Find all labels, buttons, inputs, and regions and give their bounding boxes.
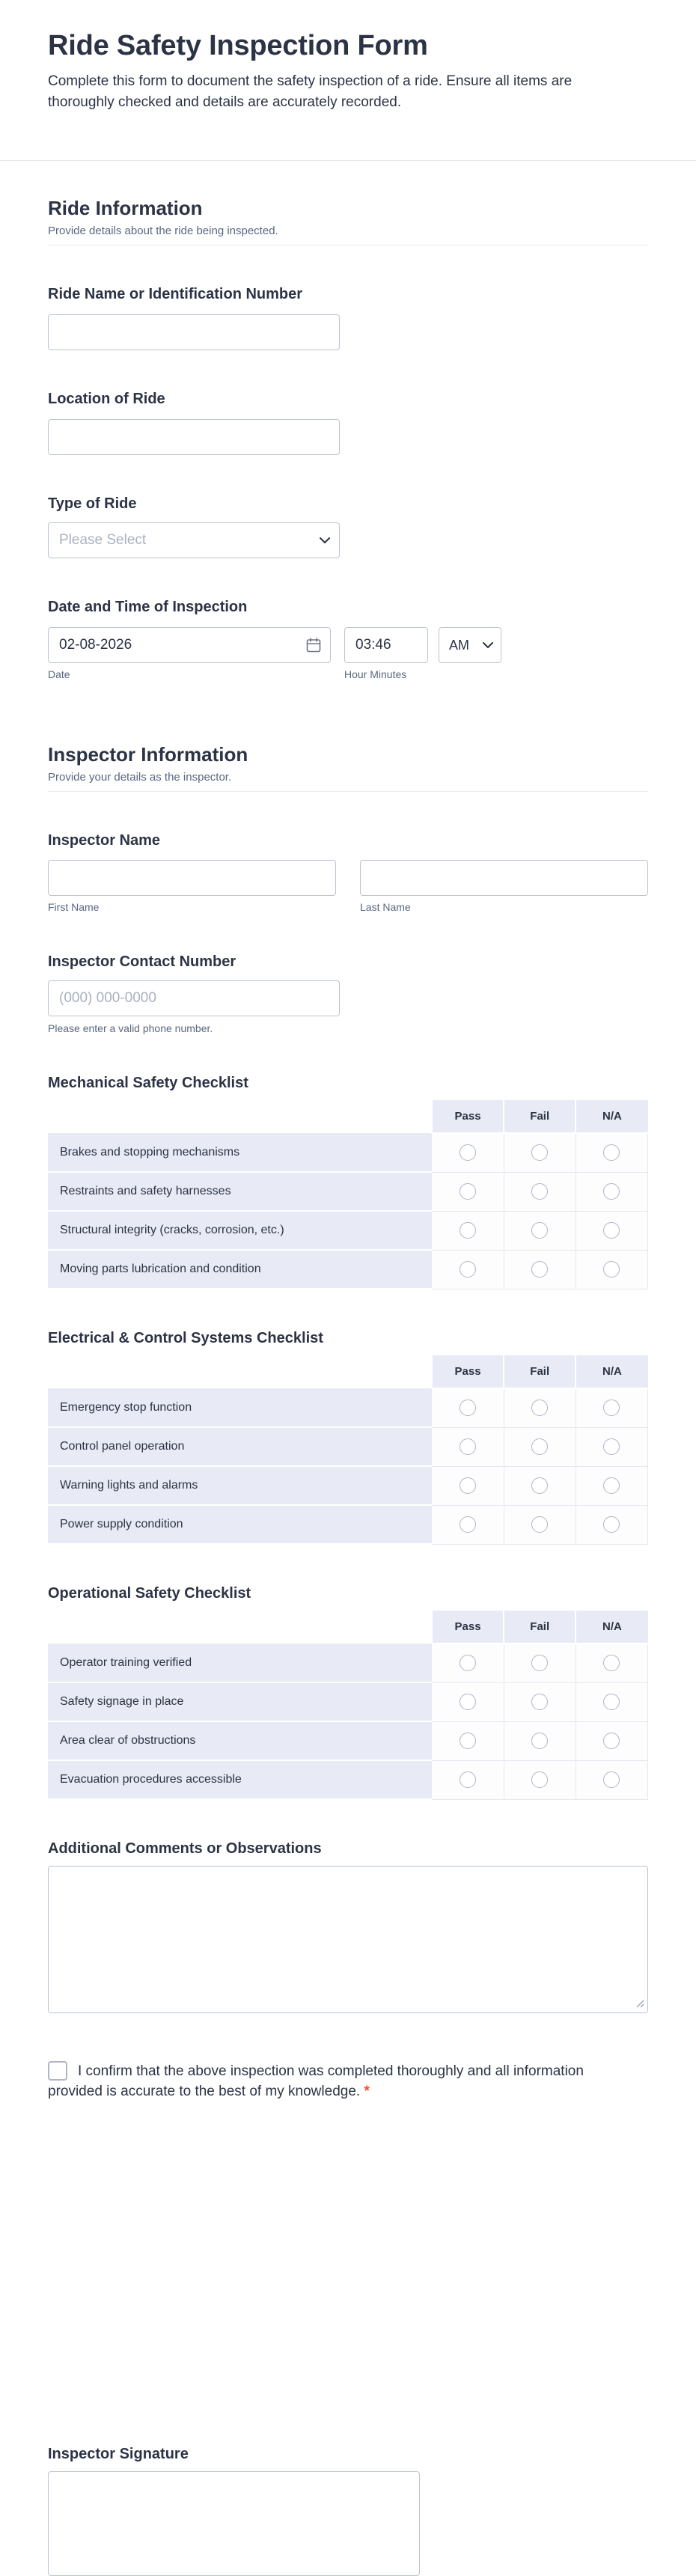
radio-cell <box>504 1250 576 1289</box>
radio-cell <box>576 1643 647 1682</box>
comments-textarea[interactable] <box>48 1866 648 2013</box>
section-subtext: Provide details about the ride being inspected. <box>48 225 278 238</box>
last-name-sublabel: Last Name <box>360 901 411 914</box>
name-grid <box>48 860 648 913</box>
checklist-table <box>48 1611 648 1800</box>
form-subtitle: Complete this form to document the safety inspection of a ride. Ensure all items are thoroughly checked and details are accurately recorded. <box>48 73 573 110</box>
radio-pass[interactable] <box>460 1222 476 1239</box>
confirmation-checkbox[interactable] <box>48 2061 67 2081</box>
checklist-table <box>48 1355 648 1545</box>
form-header <box>0 0 696 112</box>
checklist-section <box>48 1328 648 1545</box>
radio-fail[interactable] <box>531 1400 548 1416</box>
row-label: Warning lights and alarms <box>48 1466 432 1505</box>
radio-cell <box>576 1172 647 1211</box>
section-heading: Inspector Information <box>48 743 248 766</box>
field-comments <box>48 1839 648 2013</box>
checklist-row <box>48 1427 648 1466</box>
radio-fail[interactable] <box>531 1144 548 1161</box>
radio-cell <box>576 1466 647 1505</box>
checklist-row <box>48 1682 648 1721</box>
radio-cell <box>504 1211 576 1250</box>
field-ride-name <box>48 284 648 350</box>
ride-type-label: Type of Ride <box>48 495 137 513</box>
radio-na[interactable] <box>603 1694 620 1710</box>
radio-cell <box>576 1721 647 1760</box>
radio-pass[interactable] <box>460 1438 476 1455</box>
checklists-container <box>48 1073 648 1800</box>
confirmation-row <box>48 2061 623 2102</box>
radio-pass[interactable] <box>460 1516 476 1533</box>
last-name-input[interactable] <box>360 860 648 896</box>
radio-pass[interactable] <box>460 1655 476 1671</box>
checklist-header-spacer <box>48 1100 432 1133</box>
column-header-pass: Pass <box>432 1611 504 1643</box>
row-label: Restraints and safety harnesses <box>48 1172 432 1211</box>
column-header-na: N/A <box>576 1355 647 1388</box>
header-divider <box>0 160 696 161</box>
radio-cell <box>576 1388 647 1427</box>
confirmation-label: I confirm that the above inspection was completed thoroughly and all information provided is accurate to the best of my knowledge. <box>48 2063 584 2099</box>
radio-cell <box>432 1388 504 1427</box>
date-input[interactable] <box>48 627 331 663</box>
radio-cell <box>432 1643 504 1682</box>
radio-cell <box>576 1760 647 1799</box>
radio-pass[interactable] <box>460 1261 476 1278</box>
column-header-na: N/A <box>576 1100 647 1133</box>
ride-name-input[interactable] <box>48 314 340 350</box>
location-label: Location of Ride <box>48 391 165 408</box>
row-label: Brakes and stopping mechanisms <box>48 1133 432 1172</box>
radio-fail[interactable] <box>531 1733 548 1749</box>
column-header-fail: Fail <box>504 1355 576 1388</box>
field-datetime <box>48 597 648 680</box>
checklist-table <box>48 1100 648 1289</box>
radio-cell <box>504 1505 576 1544</box>
radio-na[interactable] <box>603 1733 620 1749</box>
date-wrap <box>48 627 331 663</box>
form-body <box>0 197 696 2576</box>
field-location <box>48 389 648 455</box>
checklist-row <box>48 1172 648 1211</box>
comments-wrap <box>48 1866 648 2013</box>
section-inspector-information <box>48 743 648 792</box>
time-sublabel: Hour Minutes <box>344 668 407 681</box>
signature-label: Inspector Signature <box>48 2446 189 2463</box>
row-label: Moving parts lubrication and condition <box>48 1250 432 1289</box>
radio-cell <box>576 1505 647 1544</box>
radio-cell <box>432 1760 504 1799</box>
radio-pass[interactable] <box>460 1733 476 1749</box>
calendar-icon[interactable] <box>305 637 322 653</box>
form-title: Ride Safety Inspection Form <box>48 30 428 61</box>
field-ride-type <box>48 494 648 558</box>
ampm-value: AM <box>449 637 469 653</box>
radio-na[interactable] <box>603 1261 620 1278</box>
radio-cell <box>504 1760 576 1799</box>
radio-fail[interactable] <box>531 1516 548 1533</box>
checklist-row <box>48 1388 648 1427</box>
radio-na[interactable] <box>603 1144 620 1161</box>
column-header-na: N/A <box>576 1611 647 1643</box>
radio-pass[interactable] <box>460 1477 476 1494</box>
checklist-row <box>48 1505 648 1544</box>
radio-fail[interactable] <box>531 1694 548 1710</box>
checklist-row <box>48 1133 648 1172</box>
checklist-row <box>48 1721 648 1760</box>
radio-pass[interactable] <box>460 1694 476 1710</box>
row-label: Operator training verified <box>48 1643 432 1682</box>
radio-cell <box>576 1427 647 1466</box>
radio-cell <box>576 1211 647 1250</box>
radio-cell <box>504 1643 576 1682</box>
radio-cell <box>432 1250 504 1289</box>
row-label: Area clear of obstructions <box>48 1721 432 1760</box>
checklist-row <box>48 1250 648 1289</box>
radio-pass[interactable] <box>460 1183 476 1200</box>
radio-cell <box>432 1721 504 1760</box>
inspector-name-label: Inspector Name <box>48 832 161 849</box>
radio-na[interactable] <box>603 1771 620 1788</box>
resize-handle-icon[interactable] <box>635 1999 644 2008</box>
location-input[interactable] <box>48 419 340 455</box>
checklist-heading: Operational Safety Checklist <box>48 1585 251 1602</box>
date-sublabel: Date <box>48 668 70 681</box>
first-name-column <box>48 860 336 913</box>
chevron-down-icon <box>483 642 493 649</box>
radio-cell <box>432 1172 504 1211</box>
datetime-sublabels <box>48 663 648 680</box>
radio-fail[interactable] <box>531 1477 548 1494</box>
checklist-row <box>48 1643 648 1682</box>
checklist-header-row <box>48 1355 648 1388</box>
column-header-fail: Fail <box>504 1611 576 1643</box>
contact-input[interactable] <box>48 980 340 1016</box>
row-label: Power supply condition <box>48 1505 432 1544</box>
datetime-row <box>48 627 648 663</box>
datetime-label: Date and Time of Inspection <box>48 599 248 616</box>
row-label: Emergency stop function <box>48 1388 432 1427</box>
section-ride-information <box>48 197 648 245</box>
radio-cell <box>504 1133 576 1172</box>
radio-cell <box>576 1682 647 1721</box>
first-name-input[interactable] <box>48 860 336 896</box>
chevron-down-icon <box>320 537 330 544</box>
ride-type-placeholder: Please Select <box>59 532 147 549</box>
radio-fail[interactable] <box>531 1438 548 1455</box>
row-label: Control panel operation <box>48 1427 432 1466</box>
section-heading: Ride Information <box>48 197 203 220</box>
contact-helper-text: Please enter a valid phone number. <box>48 1022 213 1035</box>
radio-fail[interactable] <box>531 1261 548 1278</box>
radio-cell <box>432 1466 504 1505</box>
last-name-column <box>360 860 648 913</box>
radio-na[interactable] <box>603 1477 620 1494</box>
radio-pass[interactable] <box>460 1144 476 1161</box>
contact-label: Inspector Contact Number <box>48 953 236 971</box>
radio-cell <box>432 1211 504 1250</box>
radio-cell <box>576 1133 647 1172</box>
checklist-header-row <box>48 1611 648 1643</box>
section-subtext: Provide your details as the inspector. <box>48 771 232 784</box>
radio-cell <box>504 1388 576 1427</box>
radio-na[interactable] <box>603 1438 620 1455</box>
radio-pass[interactable] <box>460 1400 476 1416</box>
checklist-header-row <box>48 1100 648 1133</box>
radio-fail[interactable] <box>531 1183 548 1200</box>
radio-cell <box>504 1427 576 1466</box>
ampm-select[interactable] <box>439 627 501 663</box>
radio-cell <box>504 1721 576 1760</box>
radio-cell <box>576 1250 647 1289</box>
radio-cell <box>504 1682 576 1721</box>
radio-cell <box>432 1133 504 1172</box>
first-name-sublabel: First Name <box>48 901 100 914</box>
row-label: Safety signage in place <box>48 1682 432 1721</box>
radio-pass[interactable] <box>460 1771 476 1788</box>
checklist-section <box>48 1584 648 1800</box>
radio-na[interactable] <box>603 1400 620 1416</box>
required-asterisk: * <box>364 2083 370 2099</box>
column-header-fail: Fail <box>504 1100 576 1133</box>
field-inspector-name <box>48 831 648 913</box>
column-header-pass: Pass <box>432 1355 504 1388</box>
radio-na[interactable] <box>603 1222 620 1239</box>
radio-cell <box>432 1505 504 1544</box>
radio-na[interactable] <box>603 1655 620 1671</box>
radio-cell <box>432 1682 504 1721</box>
signature-pad[interactable] <box>48 2471 420 2576</box>
checklist-row <box>48 1211 648 1250</box>
radio-cell <box>504 1466 576 1505</box>
radio-fail[interactable] <box>531 1222 548 1239</box>
time-input[interactable] <box>344 627 428 663</box>
column-header-pass: Pass <box>432 1100 504 1133</box>
comments-label: Additional Comments or Observations <box>48 1840 322 1858</box>
checklist-section <box>48 1073 648 1289</box>
ride-name-label: Ride Name or Identification Number <box>48 286 303 303</box>
checklist-header-spacer <box>48 1611 432 1643</box>
radio-fail[interactable] <box>531 1655 548 1671</box>
radio-na[interactable] <box>603 1516 620 1533</box>
radio-cell <box>432 1427 504 1466</box>
checklist-row <box>48 1466 648 1505</box>
checklist-row <box>48 1760 648 1799</box>
ride-type-select[interactable] <box>48 522 340 558</box>
checklist-heading: Electrical & Control Systems Checklist <box>48 1330 323 1347</box>
row-label: Evacuation procedures accessible <box>48 1760 432 1799</box>
checklist-header-spacer <box>48 1355 432 1388</box>
row-label: Structural integrity (cracks, corrosion, etc.) <box>48 1211 432 1250</box>
field-contact-number <box>48 952 648 1034</box>
radio-fail[interactable] <box>531 1771 548 1788</box>
radio-cell <box>504 1172 576 1211</box>
checklist-heading: Mechanical Safety Checklist <box>48 1075 248 1092</box>
field-signature <box>48 2444 648 2576</box>
radio-na[interactable] <box>603 1183 620 1200</box>
